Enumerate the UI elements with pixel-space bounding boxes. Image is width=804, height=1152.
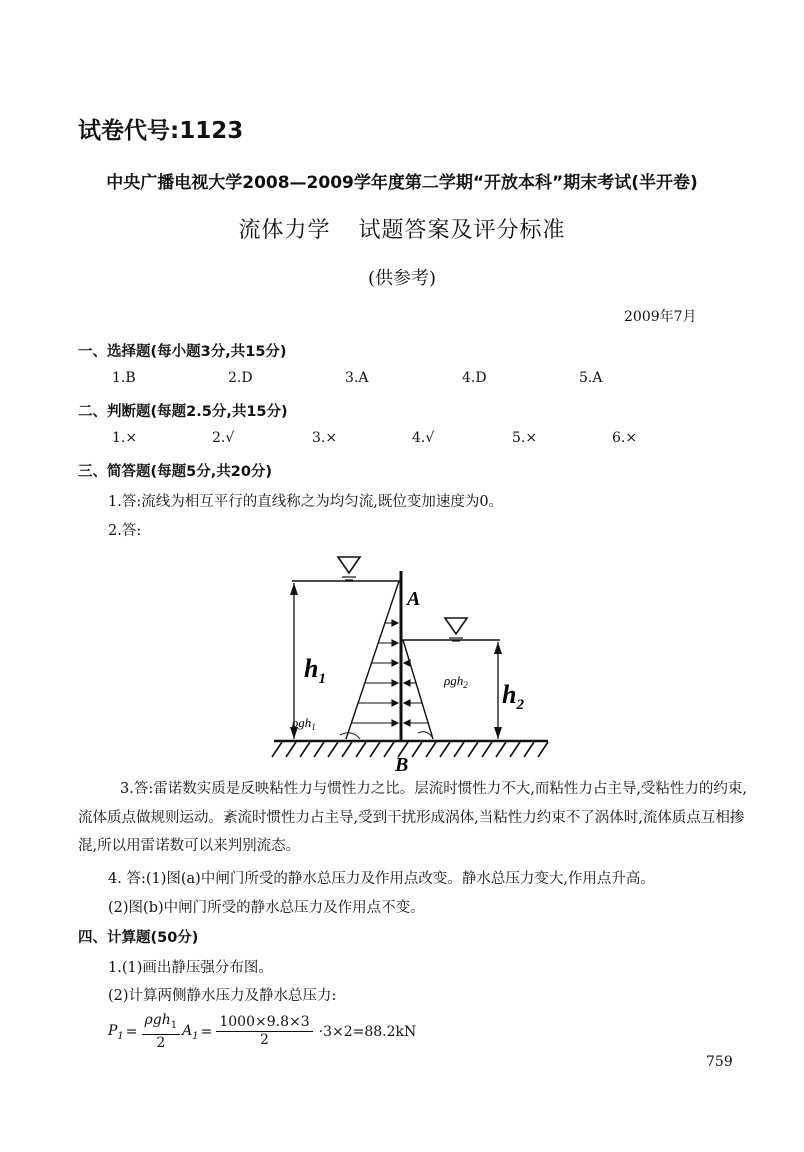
formula-area: $A_1$ — [182, 1022, 199, 1042]
s3-answer-1: 1.答:流线为相互平行的直线称之为均匀流,既位变加速度为0。 — [108, 494, 504, 510]
s2-answer-4: 4.√ — [412, 430, 435, 446]
s1-answer-2: 2.D — [228, 370, 253, 386]
s2-answer-3: 3.× — [312, 430, 338, 446]
s2-answer-1: 1.× — [112, 430, 138, 446]
formula-result: ·3×2=88.2kN — [318, 1023, 417, 1040]
s3-answer-2: 2.答: — [108, 523, 142, 539]
s1-answer-1: 1.B — [112, 370, 136, 386]
title-subject: 流体力学 — [238, 218, 331, 243]
label-B: B — [395, 754, 409, 775]
s1-answer-5: 5.A — [579, 370, 603, 386]
pressure-formula — [108, 1012, 416, 1052]
s1-answer-3: 3.A — [345, 370, 369, 386]
label-A: A — [407, 588, 421, 610]
s1-answer-4: 4.D — [462, 370, 487, 386]
label-h2: $h_2$ — [502, 680, 524, 713]
formula-equals-2: = — [200, 1023, 213, 1040]
left-pressure-triangle — [346, 581, 399, 739]
exam-code: 试卷代号:1123 — [78, 118, 244, 144]
s2-answer-5: 5.× — [512, 430, 538, 446]
s4-step-1: 1.(1)画出静压强分布图。 — [108, 960, 273, 976]
section-2-heading: 二、判断题(每题2.5分,共15分) — [78, 404, 288, 420]
exam-date: 2009年7月 — [624, 309, 697, 325]
section-4-heading: 四、计算题(50分) — [78, 930, 199, 946]
left-water-level-icon — [338, 557, 360, 573]
label-h1: $h_1$ — [304, 654, 326, 687]
s3-answer-3: 3.答:雷诺数实质是反映粘性力与惯性力之比。层流时惯性力不大,而粘性力占主导,受粘性力的约束,流体质点做规则运动。紊流时惯性力占主导,受到干扰形成涡体,当粘性力约束不了涡体时,流体质点互相掺混,所以用雷诺数可以来判别流态。 — [78, 781, 748, 854]
exam-name: 中央广播电视大学2008—2009学年度第二学期“开放本科”期末考试(半开卷) — [106, 173, 698, 193]
right-water-level-icon — [445, 618, 467, 634]
page-number: 759 — [706, 1054, 733, 1070]
ground-hatching — [272, 742, 548, 757]
hydrostatic-pressure-diagram — [268, 545, 558, 775]
formula-fraction-2: $\frac{1000\times 9.8\times 3}{2}$ — [216, 1014, 312, 1049]
label-rho-g-h1: ρgh$_1$ — [292, 715, 316, 732]
s2-answer-6: 6.× — [612, 430, 638, 446]
section-1-heading: 一、选择题(每小题3分,共15分) — [78, 344, 287, 360]
formula-lhs: $P_1$ — [108, 1022, 124, 1042]
page-title — [0, 213, 804, 244]
s3-answer-4a: 4. 答:(1)图(a)中闸门所受的静水总压力及作用点改变。静水总压力变大,作用点升高。 — [108, 871, 655, 887]
s4-step-2: (2)计算两侧静水压力及静水总压力: — [108, 988, 337, 1004]
label-rho-g-h2: ρgh$_2$ — [444, 673, 468, 690]
formula-fraction-1: $\frac{\rho gh_1}{2}$ — [142, 1012, 181, 1052]
s2-answer-2: 2.√ — [212, 430, 235, 446]
reference-note: (供参考) — [367, 268, 437, 289]
s3-answer-4b: (2)图(b)中闸门所受的静水总压力及作用点不变。 — [108, 900, 425, 916]
formula-equals: = — [125, 1023, 138, 1040]
title-main: 试题答案及评分标准 — [358, 218, 566, 243]
section-3-heading: 三、简答题(每题5分,共20分) — [78, 464, 273, 480]
